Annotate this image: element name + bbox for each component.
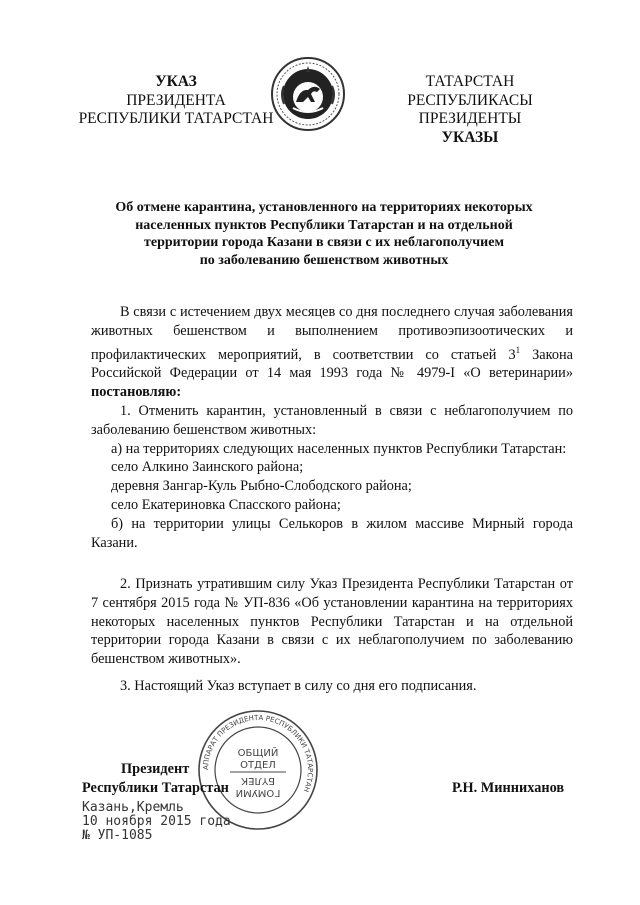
header-left-line2: ПРЕЗИДЕНТА	[126, 91, 226, 109]
preamble-superscript: 1	[515, 344, 521, 355]
signature-name: Р.Н. Минниханов	[452, 780, 565, 796]
title-line3: территории города Казани в связи с их неблагополучием	[144, 235, 504, 250]
preamble-text: В связи с истечением двух месяцев со дня последнего случая заболевания животных бешенством и выполнением противоэпизоотических и профилактических мероприятий, в соответствии со статьей 3	[91, 304, 573, 363]
preamble-text-after: Закона Российской Федерации от 14 мая 1993 года № 4979-I «О ветеринарии»	[91, 346, 573, 382]
document-title	[92, 199, 556, 269]
preamble	[91, 303, 573, 402]
tatarstan-emblem-icon	[270, 56, 346, 132]
header-left-line3: РЕСПУБЛИКИ ТАТАРСТАН	[78, 110, 274, 127]
item1-a: а) на территориях следующих населенных пунктов Республики Татарстан:	[111, 440, 567, 457]
header-left-line1: УКАЗ	[155, 73, 197, 90]
place-item: село Алкино Заинского района;	[111, 459, 304, 476]
preamble-paragraph	[91, 303, 573, 402]
stamp-ring-text: АППАРАТ ПРЕЗИДЕНТА РЕСПУБЛИКИ ТАТАРСТАН	[201, 713, 315, 794]
stamp-line2: ОТДЕЛ	[240, 760, 276, 771]
header-right-line2: ПРЕЗИДЕНТЫ	[418, 110, 522, 127]
header-right	[363, 73, 577, 147]
item3-text: 3. Настоящий Указ вступает в силу со дня его подписания.	[120, 678, 477, 694]
title-line2: населенных пунктов Республики Татарстан и на отдельной	[135, 217, 513, 233]
header-right-line3: УКАЗЫ	[441, 128, 499, 146]
item-1	[91, 402, 573, 552]
title-line4: по заболеванию бешенством животных	[199, 252, 449, 268]
stamp-line1: ОБЩИЙ	[237, 748, 279, 759]
registration-place: Казань,Кремль	[82, 800, 184, 815]
item1-b: б) на территории улицы Селькоров в жилом массиве Мирный города Казани.	[91, 515, 573, 551]
signature-title-line2: Республики Татарстан	[82, 780, 229, 796]
decree-word: постановляю:	[91, 383, 182, 400]
item-2	[91, 575, 573, 669]
place-item: деревня Зангар-Куль Рыбно-Слободского района;	[111, 478, 412, 495]
title-line1: Об отмене карантина, установленного на территориях некоторых	[115, 200, 533, 215]
item2-text: 2. Признать утратившим силу Указ Президента Республики Татарстан от 7 сентября 2015 года № УП-836 «Об установлении карантина на территориях некоторых населенных пунктов Республики Татарстан и на отдельной территории города Казани в связи с их неблагополучием по заболеванию бешенством животных».	[91, 576, 573, 668]
header-right-line1: ТАТАРСТАН РЕСПУБЛИКАСЫ	[407, 73, 533, 109]
registration-date: 10 ноября 2015 года	[82, 814, 231, 829]
header-left	[76, 73, 276, 129]
stamp-line3: БҮЛЕК	[241, 775, 275, 786]
item1-intro: 1. Отменить карантин, установленный в связи с неблагополучием по заболеванию бешенством животных:	[91, 403, 573, 438]
place-item: село Екатериновка Спасского района;	[111, 496, 341, 513]
registration-block	[82, 801, 231, 843]
item-3	[91, 677, 573, 696]
stamp-line4: ГОМУМИ	[235, 787, 281, 798]
registration-number: № УП-1085	[82, 828, 153, 843]
signature-title-line1: Президент	[121, 761, 190, 777]
